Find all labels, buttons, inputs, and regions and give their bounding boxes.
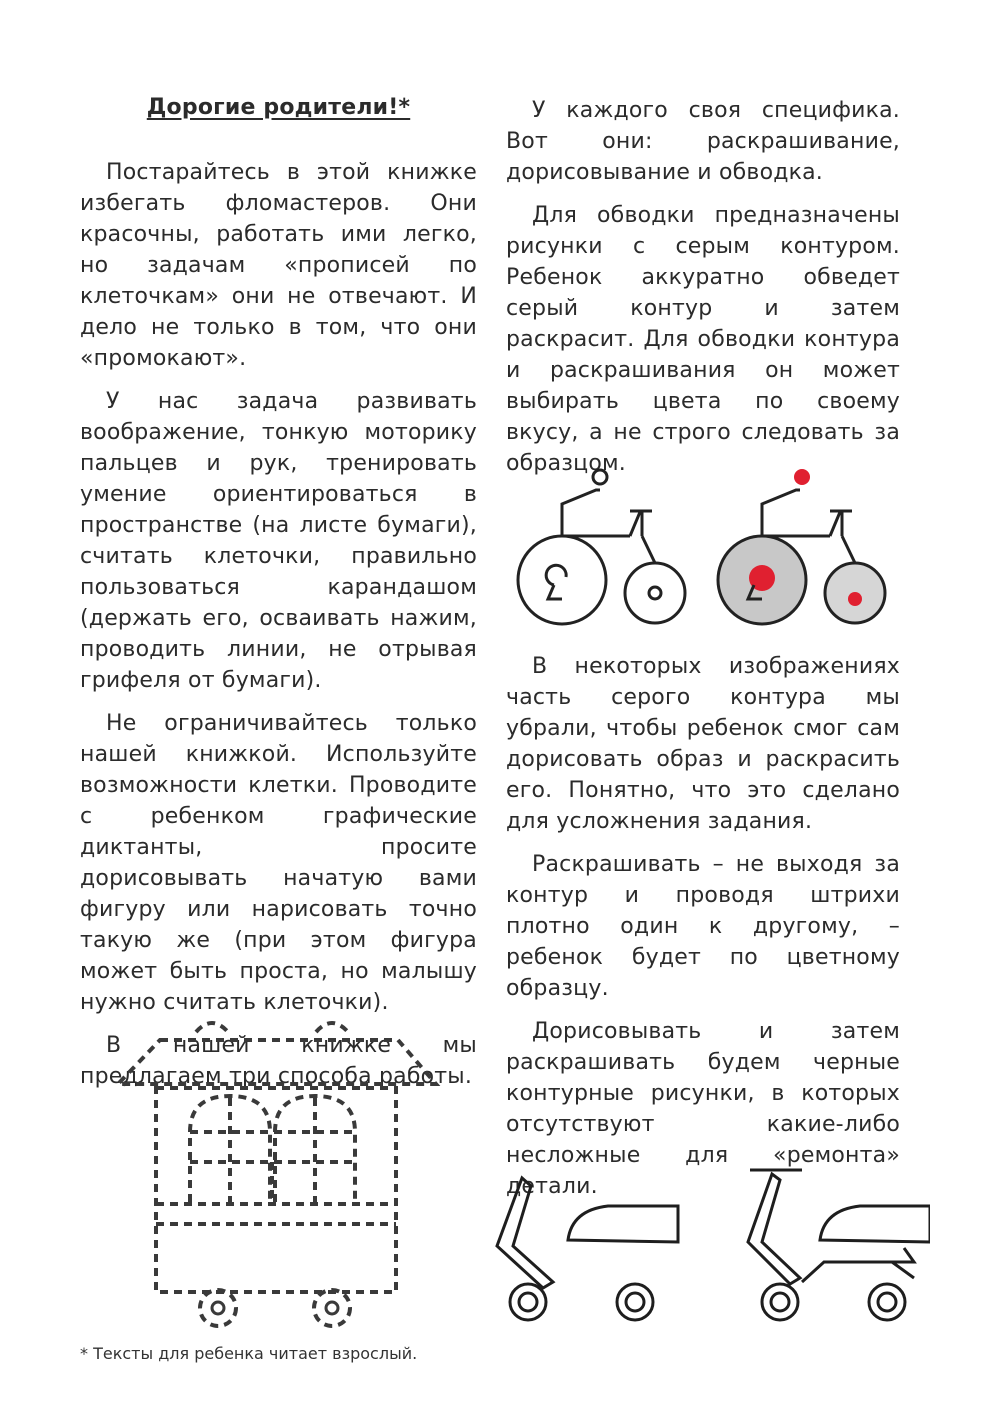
right-column <box>506 95 900 491</box>
paragraph: У каждого своя специфика. Вот они: раскрашивание, дорисовывание и обводка. <box>506 98 900 185</box>
footnote: * Тексты для ребенка читает взрослый. <box>80 1344 418 1363</box>
paragraph: Постарайтесь в этой книжке избегать фломастеров. Они красочны, работать ими легко, но задачам «прописей по клеточкам» они не отвечают. И дело не только в том, что они «промокают». <box>80 160 477 371</box>
paragraph: Не ограничивайтесь только нашей книжкой. Используйте возможности клетки. Проводите с ребенком графические диктанты, просите дорисовывать начатую вами фигуру или нарисовать точно такую же (при этом фигура может быть проста, но малышу нужно считать клеточки). <box>80 711 477 1015</box>
paragraph: Раскрашивать – не выходя за контур и проводя штрихи плотно один к другому, – ребенок будет по цветному образцу. <box>506 852 900 1001</box>
paragraph: Дорисовывать и затем раскрашивать будем черные контурные рисунки, в которых отсутствуют какие-либо несложные для «ремонта» детали. <box>506 1019 900 1199</box>
paragraph: Для обводки предназначены рисунки с серым контуром. Ребенок аккуратно обведет серый контур и затем раскрасит. Для обводки контура и раскрашивания он может выбирать цвета по своему вкусу, а не строго следовать за образцом. <box>506 203 900 476</box>
paragraph: У нас задача развивать воображение, тонкую моторику пальцев и рук, тренировать умение ориентироваться в пространстве (на листе бумаги), считать клеточки, правильно пользоваться карандашом (держать его, осваивать нажим, проводить линии, не отрывая грифеля от бумаги). <box>80 389 477 693</box>
tricycle-colored-icon <box>718 469 885 624</box>
tricycle-illustrations <box>510 460 910 640</box>
scooter-icon <box>748 1170 930 1320</box>
right-column-lower <box>506 651 900 1214</box>
scooter-parts-icon <box>497 1178 678 1320</box>
scooter-illustrations <box>490 1160 930 1330</box>
wagon-dashed-outline <box>110 1012 450 1332</box>
tricycle-icon <box>518 470 685 624</box>
left-column <box>80 92 477 1104</box>
page-heading: Дорогие родители!* <box>146 95 411 120</box>
paragraph: В некоторых изображениях часть серого контура мы убрали, чтобы ребенок смог сам дорисовать образ и раскрасить его. Понятно, что это сделано для усложнения задания. <box>506 654 900 834</box>
paragraph: В нашей книжке мы предлагаем три способа работы. <box>80 1033 477 1089</box>
